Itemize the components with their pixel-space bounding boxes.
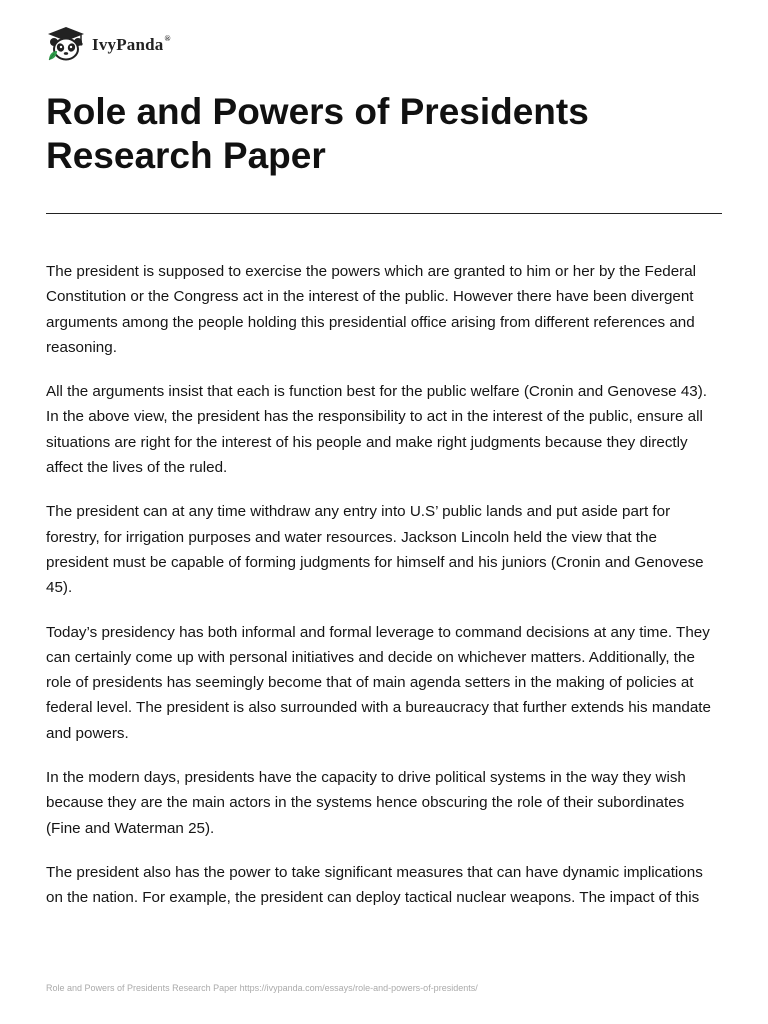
paragraph: The president can at any time withdraw any entry into U.S’ public lands and put aside part for forestry, for irrigation purposes and water resources. Jackson Lincoln held the view that the president must be capable of forming judgments for himself and his juniors (Cronin and Genovese 45).: [46, 503, 704, 597]
brand-name: IvyPanda®: [92, 34, 171, 54]
registered-mark: ®: [164, 34, 171, 44]
page-title: Role and Powers of Presidents Research Paper: [46, 91, 589, 176]
paragraph: All the arguments insist that each is function best for the public welfare (Cronin and Genovese 43). In the above view, the president has the responsibility to act in the interest of the public, ensure all situations are right for the interest of his people and make right judgments because they directly affect the lives of the ruled.: [46, 383, 708, 477]
paragraph: The president is supposed to exercise the powers which are granted to him or her by the Federal Constitution or the Congress act in the interest of the public. However there have been divergent arguments among the people holding this presidential office arising from different references and reasoning.: [46, 263, 697, 356]
brand-logo[interactable]: [46, 26, 171, 62]
panda-graduation-cap-icon: [46, 26, 86, 62]
page-footer: Role and Powers of Presidents Research Paper https://ivypanda.com/essays/role-and-powers-of-presidents/: [46, 983, 478, 993]
article-body: [46, 259, 722, 909]
paragraph: In the modern days, presidents have the capacity to drive political systems in the way they wish because they are the main actors in the systems hence obscuring the role of their subordinates (Fine and Waterman 25).: [46, 769, 686, 837]
paragraph: The president also has the power to take significant measures that can have dynamic implications on the nation. For example, the president can deploy tactical nuclear weapons. The impact of this: [46, 863, 703, 907]
paragraph: Today’s presidency has both informal and formal leverage to command decisions at any time. They can certainly come up with personal initiatives and decide on whichever matters. Additionally, the role of presidents has seemingly become that of main agenda setters in the making of policies at federal level. The president is also surrounded with a bureaucracy that further extends his mandate and powers.: [46, 623, 711, 742]
title-divider: [46, 213, 722, 214]
